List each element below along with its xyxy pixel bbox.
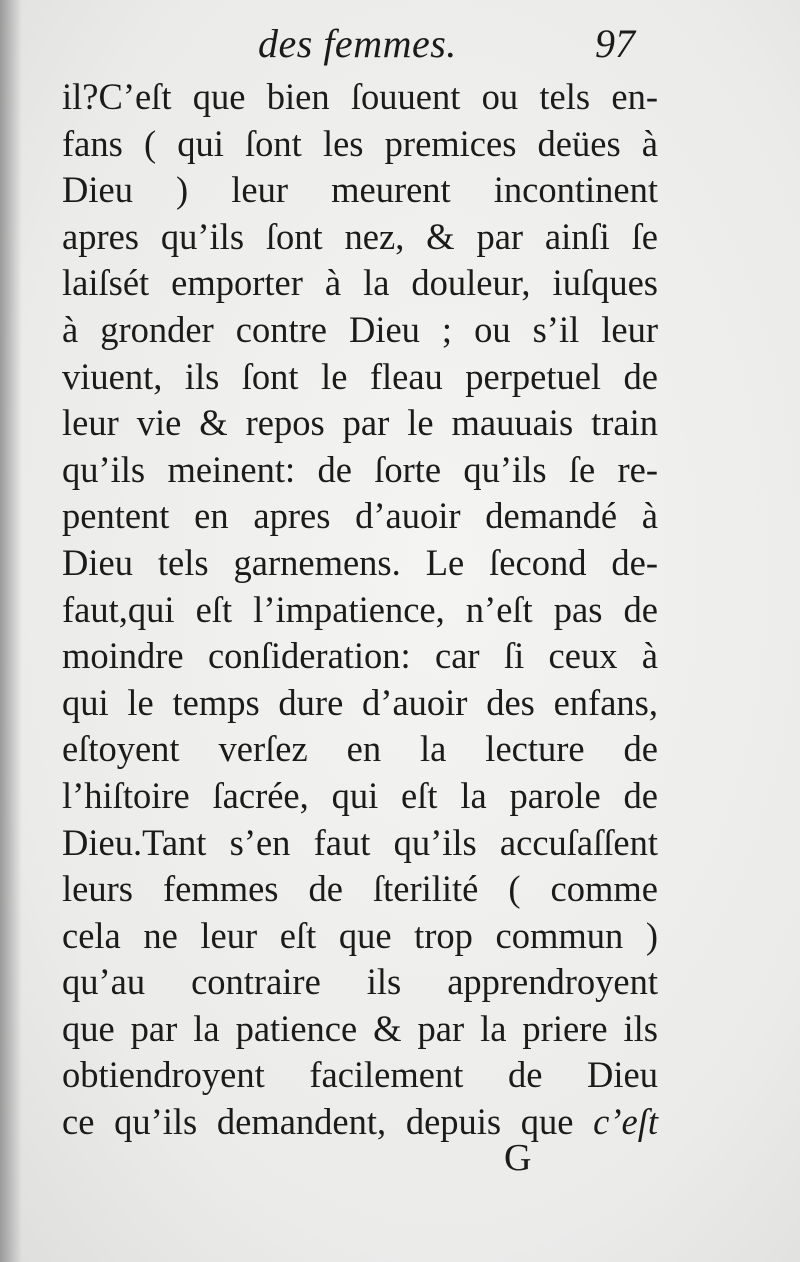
text-line: viuent, ils ſont le fleau perpetuel de	[62, 355, 658, 397]
text-line: laiſsét emporter à la douleur, iuſques	[62, 262, 658, 304]
text-line: fans ( qui ſont les premices deües à	[62, 122, 658, 164]
text-line: qu’ils meinent: de ſorte qu’ils ſe re-	[62, 448, 658, 490]
text-line: Dieu tels garnemens. Le ſecond de-	[62, 541, 658, 583]
text-line: obtiendroyent facilement de Dieu	[62, 1054, 658, 1096]
running-head	[0, 14, 800, 74]
text-line: à gronder contre Dieu ; ou s’il leur	[62, 308, 658, 350]
text-line: que par la patience & par la priere ils	[62, 1007, 658, 1049]
text-line: apres qu’ils ſont nez, & par ainſi ſe	[62, 215, 658, 257]
text-line: qui le temps dure d’auoir des enfans,	[62, 681, 658, 723]
running-head-title: des femmes.	[258, 21, 457, 66]
page-number: 97	[595, 21, 635, 66]
text-line-last-main: ce qu’ils demandent, depuis que	[62, 1101, 574, 1143]
text-line: moindre conſideration: car ſi ceux à	[62, 635, 658, 677]
text-line: qu’au contraire ils apprendroyent	[62, 961, 658, 1003]
text-line: leurs femmes de ſterilité ( comme	[62, 868, 658, 910]
signature-mark: G	[504, 1137, 532, 1179]
text-line: eſtoyent verſez en la lecture de	[62, 728, 658, 770]
text-line: pentent en apres d’auoir demandé à	[62, 495, 658, 537]
text-line-last	[62, 1099, 658, 1146]
text-line: l’hiſtoire ſacrée, qui eſt la parole de	[62, 774, 658, 816]
body-text	[62, 74, 658, 1146]
text-line: faut,qui eſt l’impatience, n’eſt pas de	[62, 588, 658, 630]
page-gutter-shadow	[0, 0, 22, 1262]
text-line: il?C’eſt que bien ſouuent ou tels en-	[62, 76, 658, 117]
text-line: Dieu.Tant s’en faut qu’ils accuſaſſent	[62, 821, 658, 863]
text-line: leur vie & repos par le mauuais train	[62, 402, 658, 444]
catchword: c’eſt	[593, 1101, 658, 1143]
text-line: Dieu ) leur meurent incontinent	[62, 169, 658, 211]
text-line: cela ne leur eſt que trop commun )	[62, 914, 658, 956]
